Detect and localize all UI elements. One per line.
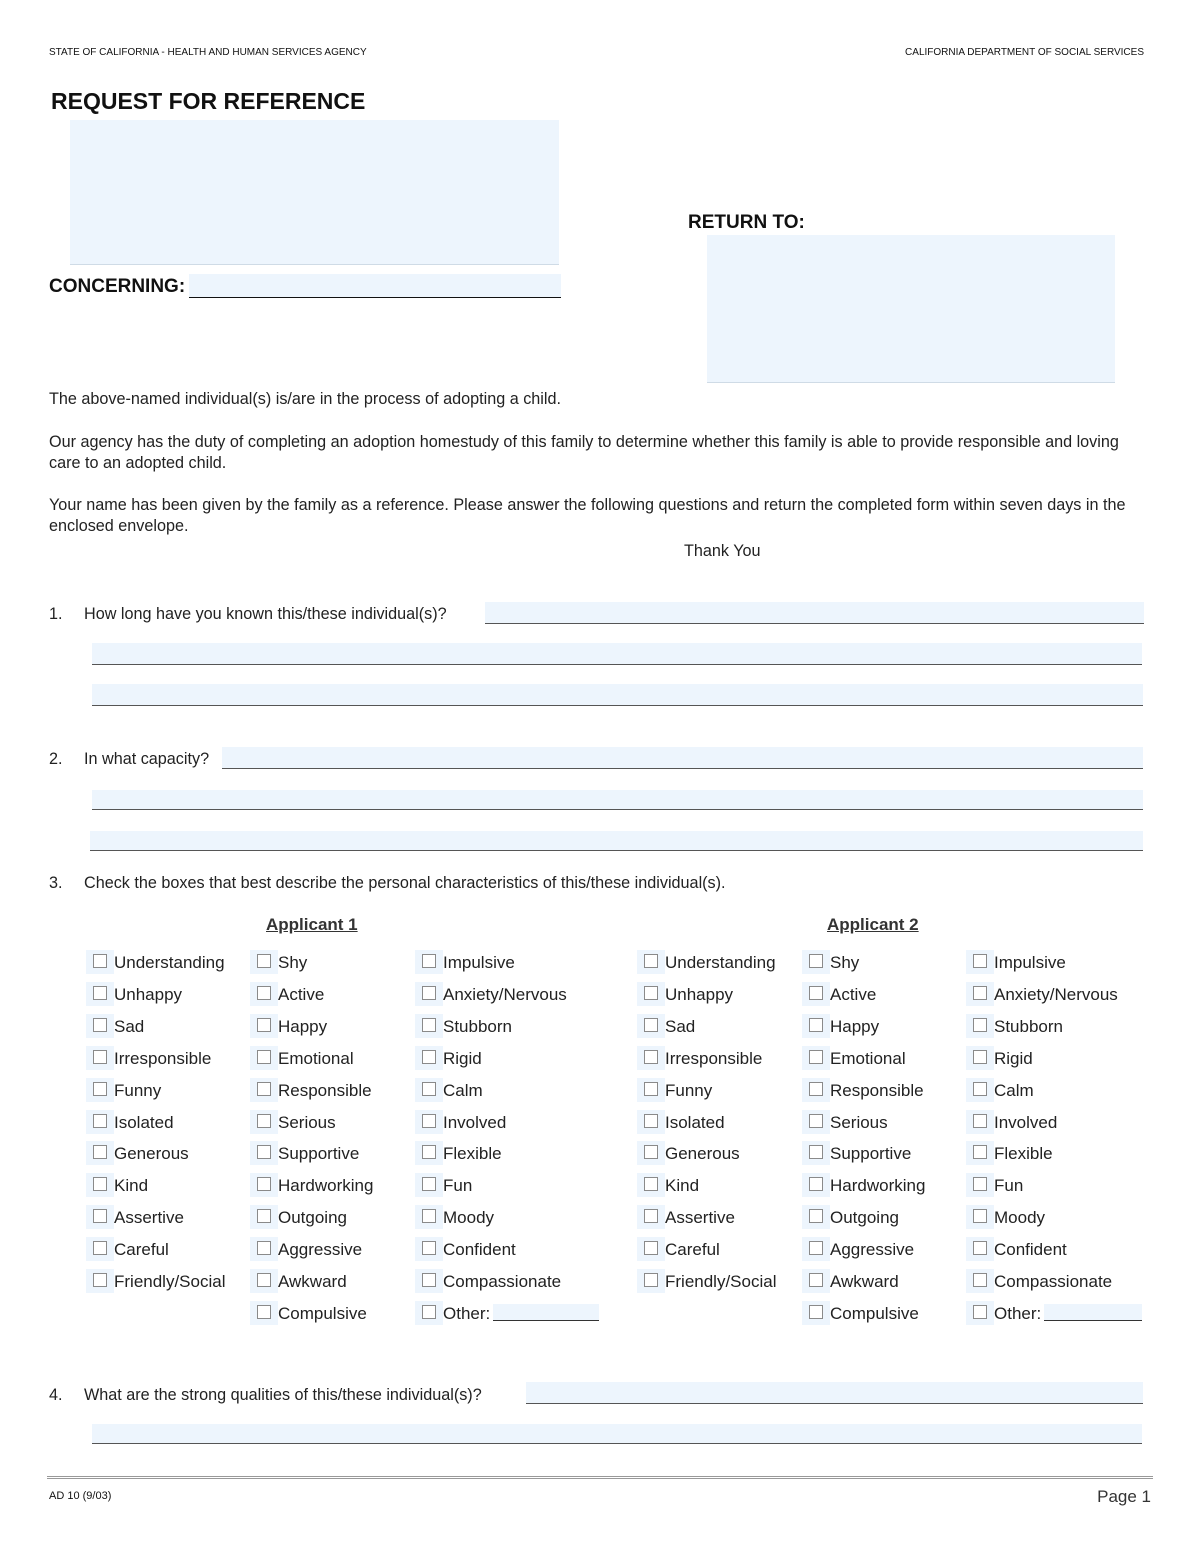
a2-calm-label: Calm [994, 1081, 1034, 1100]
return-to-address-field[interactable] [707, 235, 1115, 383]
a1-careful-checkbox[interactable] [86, 1237, 114, 1261]
a1-calm-checkbox[interactable] [415, 1078, 443, 1102]
a1-compassionate-checkbox[interactable] [415, 1269, 443, 1293]
a2-involved-checkbox[interactable] [966, 1110, 994, 1134]
q4-answer-line-1[interactable] [526, 1382, 1143, 1404]
a1-other-label: Other: [443, 1304, 491, 1323]
q2-answer-line-1[interactable] [222, 747, 1143, 769]
concerning-label: CONCERNING: [49, 276, 186, 297]
a1-emotional-checkbox[interactable] [250, 1046, 278, 1070]
a2-careful-checkbox[interactable] [637, 1237, 665, 1261]
a1-generous-checkbox[interactable] [86, 1141, 114, 1165]
a2-assertive-label: Assertive [665, 1208, 735, 1227]
a1-compulsive-checkbox[interactable] [250, 1301, 278, 1325]
a1-kind-label: Kind [114, 1176, 149, 1195]
a2-flexible-label: Flexible [994, 1144, 1053, 1163]
a2-stubborn-label: Stubborn [994, 1017, 1063, 1036]
q4-text: What are the strong qualities of this/these individual(s)? [84, 1386, 482, 1404]
a1-calm-label: Calm [443, 1081, 483, 1100]
a2-other-label: Other: [994, 1304, 1042, 1323]
a2-unhappy-checkbox[interactable] [637, 982, 665, 1006]
a2-understanding-checkbox[interactable] [637, 950, 665, 974]
intro-paragraph-2: Our agency has the duty of completing an adoption homestudy of this family to determine whether this family is able to provide responsible and loving care to an adopted child. [49, 433, 1119, 472]
a1-understanding-checkbox[interactable] [86, 950, 114, 974]
a1-sad-label: Sad [114, 1017, 145, 1036]
a2-sad-label: Sad [665, 1017, 696, 1036]
a1-moody-checkbox[interactable] [415, 1205, 443, 1229]
q1-text: How long have you known this/these individual(s)? [84, 605, 447, 623]
a2-unhappy-label: Unhappy [665, 985, 734, 1004]
a2-anxiety-nervous-checkbox[interactable] [966, 982, 994, 1006]
a1-other-field[interactable] [493, 1304, 599, 1321]
a1-flexible-label: Flexible [443, 1144, 502, 1163]
a1-isolated-checkbox[interactable] [86, 1110, 114, 1134]
a2-funny-checkbox[interactable] [637, 1078, 665, 1102]
a2-hardworking-checkbox[interactable] [802, 1173, 830, 1197]
a2-generous-label: Generous [665, 1144, 740, 1163]
a1-confident-label: Confident [443, 1240, 516, 1259]
a1-outgoing-label: Outgoing [278, 1208, 347, 1227]
a1-responsible-label: Responsible [278, 1081, 372, 1100]
a2-isolated-label: Isolated [665, 1113, 725, 1132]
a2-rigid-checkbox[interactable] [966, 1046, 994, 1070]
a2-fun-label: Fun [994, 1176, 1024, 1195]
a1-funny-checkbox[interactable] [86, 1078, 114, 1102]
a1-compulsive-label: Compulsive [278, 1304, 367, 1323]
a2-compulsive-label: Compulsive [830, 1304, 919, 1323]
a1-generous-label: Generous [114, 1144, 189, 1163]
q1-answer-line-2[interactable] [92, 643, 1142, 665]
a1-aggressive-label: Aggressive [278, 1240, 363, 1259]
q2-number: 2. [49, 750, 63, 768]
a2-rigid-label: Rigid [994, 1049, 1033, 1068]
a2-fun-checkbox[interactable] [966, 1173, 994, 1197]
a2-careful-label: Careful [665, 1240, 720, 1259]
a2-involved-label: Involved [994, 1113, 1058, 1132]
a2-other-field[interactable] [1044, 1304, 1142, 1321]
a1-involved-label: Involved [443, 1113, 507, 1132]
a2-friendly-social-label: Friendly/Social [665, 1272, 777, 1291]
a1-aggressive-checkbox[interactable] [250, 1237, 278, 1261]
a1-fun-label: Fun [443, 1176, 473, 1195]
a1-emotional-label: Emotional [278, 1049, 354, 1068]
a1-friendly-social-checkbox[interactable] [86, 1269, 114, 1293]
a1-impulsive-checkbox[interactable] [415, 950, 443, 974]
a1-anxiety-nervous-label: Anxiety/Nervous [443, 985, 567, 1004]
a1-hardworking-label: Hardworking [278, 1176, 374, 1195]
a1-careful-label: Careful [114, 1240, 169, 1259]
a1-friendly-social-label: Friendly/Social [114, 1272, 226, 1291]
a2-happy-label: Happy [830, 1017, 880, 1036]
a2-moody-label: Moody [994, 1208, 1046, 1227]
a2-irresponsible-checkbox[interactable] [637, 1046, 665, 1070]
a1-unhappy-checkbox[interactable] [86, 982, 114, 1006]
a2-impulsive-label: Impulsive [994, 953, 1066, 972]
a1-compassionate-label: Compassionate [443, 1272, 562, 1291]
a2-compassionate-label: Compassionate [994, 1272, 1113, 1291]
a1-unhappy-label: Unhappy [114, 985, 183, 1004]
a1-rigid-checkbox[interactable] [415, 1046, 443, 1070]
a2-hardworking-label: Hardworking [830, 1176, 926, 1195]
a1-moody-label: Moody [443, 1208, 495, 1227]
a2-other-checkbox[interactable] [966, 1301, 994, 1325]
a2-friendly-social-checkbox[interactable] [637, 1269, 665, 1293]
form-title: REQUEST FOR REFERENCE [51, 88, 366, 114]
q2-answer-line-3[interactable] [90, 831, 1143, 851]
a1-rigid-label: Rigid [443, 1049, 482, 1068]
a1-impulsive-label: Impulsive [443, 953, 515, 972]
a2-serious-label: Serious [830, 1113, 888, 1132]
q1-number: 1. [49, 605, 63, 623]
intro-paragraph-1: The above-named individual(s) is/are in the process of adopting a child. [49, 390, 561, 408]
a1-fun-checkbox[interactable] [415, 1173, 443, 1197]
applicant-address-field[interactable] [70, 120, 559, 265]
a1-happy-label: Happy [278, 1017, 328, 1036]
concerning-field[interactable] [189, 274, 561, 298]
a1-assertive-label: Assertive [114, 1208, 184, 1227]
q3-text: Check the boxes that best describe the personal characteristics of this/these individual(s). [84, 874, 726, 892]
a1-confident-checkbox[interactable] [415, 1237, 443, 1261]
a1-awkward-label: Awkward [278, 1272, 347, 1291]
a2-active-checkbox[interactable] [802, 982, 830, 1006]
a2-confident-label: Confident [994, 1240, 1067, 1259]
q2-answer-line-2[interactable] [92, 790, 1143, 810]
a1-active-checkbox[interactable] [250, 982, 278, 1006]
a2-kind-checkbox[interactable] [637, 1173, 665, 1197]
q1-answer-line-1[interactable] [485, 602, 1144, 624]
a1-flexible-checkbox[interactable] [415, 1141, 443, 1165]
a1-shy-checkbox[interactable] [250, 950, 278, 974]
return-to-label: RETURN TO: [688, 212, 805, 233]
a2-responsible-label: Responsible [830, 1081, 924, 1100]
a1-serious-label: Serious [278, 1113, 336, 1132]
a1-stubborn-label: Stubborn [443, 1017, 512, 1036]
a2-awkward-label: Awkward [830, 1272, 899, 1291]
a2-assertive-checkbox[interactable] [637, 1205, 665, 1229]
a2-awkward-checkbox[interactable] [802, 1269, 830, 1293]
a2-calm-checkbox[interactable] [966, 1078, 994, 1102]
a1-happy-checkbox[interactable] [250, 1014, 278, 1038]
a1-active-label: Active [278, 985, 325, 1004]
form-id: AD 10 (9/03) [49, 1490, 112, 1502]
a2-stubborn-checkbox[interactable] [966, 1014, 994, 1038]
a1-sad-checkbox[interactable] [86, 1014, 114, 1038]
a2-moody-checkbox[interactable] [966, 1205, 994, 1229]
a2-aggressive-checkbox[interactable] [802, 1237, 830, 1261]
q4-number: 4. [49, 1386, 63, 1404]
a2-serious-checkbox[interactable] [802, 1110, 830, 1134]
a2-aggressive-label: Aggressive [830, 1240, 915, 1259]
a1-irresponsible-checkbox[interactable] [86, 1046, 114, 1070]
a2-outgoing-label: Outgoing [830, 1208, 899, 1227]
a1-serious-checkbox[interactable] [250, 1110, 278, 1134]
a2-compassionate-checkbox[interactable] [966, 1269, 994, 1293]
a2-irresponsible-label: Irresponsible [665, 1049, 763, 1068]
a2-compulsive-checkbox[interactable] [802, 1301, 830, 1325]
footer-rule [47, 1476, 1153, 1479]
a2-understanding-label: Understanding [665, 953, 776, 972]
a2-impulsive-checkbox[interactable] [966, 950, 994, 974]
a1-other-checkbox[interactable] [415, 1301, 443, 1325]
a1-isolated-label: Isolated [114, 1113, 174, 1132]
a2-sad-checkbox[interactable] [637, 1014, 665, 1038]
applicant-1-heading: Applicant 1 [266, 915, 358, 934]
a1-responsible-checkbox[interactable] [250, 1078, 278, 1102]
agency-left: STATE OF CALIFORNIA - HEALTH AND HUMAN SERVICES AGENCY [49, 47, 367, 58]
intro-paragraph-3: Your name has been given by the family as a reference. Please answer the following questions and return the completed form within seven days in the enclosed envelope. [49, 496, 1126, 535]
a1-assertive-checkbox[interactable] [86, 1205, 114, 1229]
a2-emotional-checkbox[interactable] [802, 1046, 830, 1070]
thank-you: Thank You [684, 542, 761, 560]
a1-awkward-checkbox[interactable] [250, 1269, 278, 1293]
a1-kind-checkbox[interactable] [86, 1173, 114, 1197]
a1-involved-checkbox[interactable] [415, 1110, 443, 1134]
q3-number: 3. [49, 874, 63, 892]
q2-text: In what capacity? [84, 750, 210, 768]
a2-funny-label: Funny [665, 1081, 713, 1100]
a2-emotional-label: Emotional [830, 1049, 906, 1068]
a1-stubborn-checkbox[interactable] [415, 1014, 443, 1038]
a1-hardworking-checkbox[interactable] [250, 1173, 278, 1197]
a2-isolated-checkbox[interactable] [637, 1110, 665, 1134]
a2-happy-checkbox[interactable] [802, 1014, 830, 1038]
a1-outgoing-checkbox[interactable] [250, 1205, 278, 1229]
a1-anxiety-nervous-checkbox[interactable] [415, 982, 443, 1006]
q1-answer-line-3[interactable] [92, 684, 1143, 706]
a2-responsible-checkbox[interactable] [802, 1078, 830, 1102]
a2-supportive-label: Supportive [830, 1144, 912, 1163]
a1-funny-label: Funny [114, 1081, 162, 1100]
a1-shy-label: Shy [278, 953, 308, 972]
a2-shy-checkbox[interactable] [802, 950, 830, 974]
a1-irresponsible-label: Irresponsible [114, 1049, 212, 1068]
a1-understanding-label: Understanding [114, 953, 225, 972]
a1-supportive-checkbox[interactable] [250, 1141, 278, 1165]
applicant-2-heading: Applicant 2 [827, 915, 919, 934]
a2-anxiety-nervous-label: Anxiety/Nervous [994, 985, 1118, 1004]
a2-active-label: Active [830, 985, 877, 1004]
a2-generous-checkbox[interactable] [637, 1141, 665, 1165]
a2-outgoing-checkbox[interactable] [802, 1205, 830, 1229]
page-number: Page 1 [1097, 1487, 1151, 1506]
a2-kind-label: Kind [665, 1176, 700, 1195]
a2-flexible-checkbox[interactable] [966, 1141, 994, 1165]
a2-confident-checkbox[interactable] [966, 1237, 994, 1261]
a1-supportive-label: Supportive [278, 1144, 360, 1163]
a2-supportive-checkbox[interactable] [802, 1141, 830, 1165]
agency-right: CALIFORNIA DEPARTMENT OF SOCIAL SERVICES [905, 47, 1144, 58]
q4-answer-line-2[interactable] [92, 1424, 1142, 1444]
a2-shy-label: Shy [830, 953, 860, 972]
